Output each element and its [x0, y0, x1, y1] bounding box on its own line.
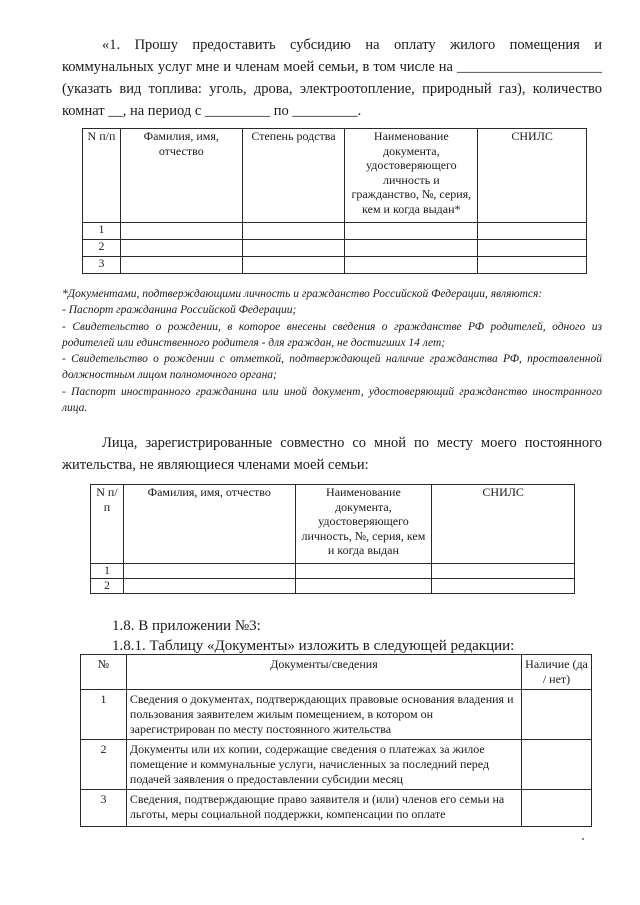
table-row [83, 257, 587, 274]
cell-relationship [242, 257, 345, 274]
cell-identity-document [295, 564, 432, 579]
documents-table [80, 654, 592, 827]
header-full-name: Фамилия, имя, отчество [123, 485, 295, 564]
cell-document-description: Документы или их копии, содержащие сведения о платежах за жилое помещение и коммунальные услуги, начисленных за последний перед подачей заявления о предоставлении субсидии месяц [126, 740, 521, 790]
header-number: N п/п [83, 129, 121, 223]
row-number: 1 [83, 223, 121, 240]
footnote-item: - Свидетельство о рождении, в которое внесены сведения о гражданстве РФ родителей, одного из родителей или единственного родителя - для граждан, не достигших 14 лет; [62, 320, 602, 349]
cell-presence [522, 790, 592, 827]
header-presence: Наличие (да / нет) [522, 655, 592, 690]
table-row [91, 579, 575, 594]
cohabitants-paragraph: Лица, зарегистрированные совместно со мной по месту моего постоянного жительства, не являющиеся членами моей семьи: [62, 435, 602, 473]
cell-document-description: Сведения, подтверждающие право заявителя и (или) членов его семьи на льготы, меры социальной поддержки, компенсации по оплате [126, 790, 521, 827]
cell-identity-document [345, 257, 478, 274]
cell-snils [432, 579, 575, 594]
cell-presence [522, 740, 592, 790]
section-1-8-heading: 1.8. В приложении №3: [112, 618, 261, 634]
table-row [81, 740, 592, 790]
cell-presence [522, 690, 592, 740]
header-identity-document: Наименование документа, удостоверяющего личность, №, серия, кем и когда выдан [295, 485, 432, 564]
row-number: 2 [91, 579, 124, 594]
scan-speck [582, 838, 584, 840]
cell-document-description: Сведения о документах, подтверждающих правовые основания владения и пользования заявителем жилым помещением, в котором он зарегистрирован по месту постоянного жительства [126, 690, 521, 740]
table-header-row [81, 655, 592, 690]
subsidy-request-paragraph: «1. Прошу предоставить субсидию на оплату жилого помещения и коммунальных услуг мне и членам моей семьи, в том числе на ____________________ (указать вид топлива: уголь, дрова, электроотопление, природный газ), количество комнат __, на период с _________ по _________. [62, 37, 602, 119]
footnote-item: - Паспорт иностранного гражданина или иной документ, удостоверяющий гражданство иностранного лица. [62, 385, 602, 415]
row-number: 3 [83, 257, 121, 274]
cell-identity-document [295, 579, 432, 594]
cohabitants-table [90, 484, 575, 594]
header-documents: Документы/сведения [126, 655, 521, 690]
footnote-intro: *Документами, подтверждающими личность и гражданство Российской Федерации, являются: [62, 288, 543, 300]
table-row [81, 690, 592, 740]
identity-documents-footnote [62, 286, 602, 416]
header-relationship: Степень родства [242, 129, 345, 223]
cell-full-name [120, 240, 242, 257]
cell-relationship [242, 240, 345, 257]
cell-relationship [242, 223, 345, 240]
cell-full-name [120, 257, 242, 274]
cell-snils [478, 240, 587, 257]
row-number: 1 [81, 690, 127, 740]
header-snils: СНИЛС [432, 485, 575, 564]
cell-full-name [123, 579, 295, 594]
table-header-row [91, 485, 575, 564]
footnote-item: - Свидетельство о рождении с отметкой, подтверждающей наличие гражданства РФ, проставленной должностным лицом полномочного органа; [62, 353, 602, 382]
row-number: 2 [81, 740, 127, 790]
row-number: 1 [91, 564, 124, 579]
table-header-row [83, 129, 587, 223]
cell-full-name [120, 223, 242, 240]
cell-snils [478, 257, 587, 274]
table-row [83, 223, 587, 240]
row-number: 3 [81, 790, 127, 827]
header-number: N п/п [91, 485, 124, 564]
header-snils: СНИЛС [478, 129, 587, 223]
cell-snils [432, 564, 575, 579]
section-1-8-1-heading: 1.8.1. Таблицу «Документы» изложить в следующей редакции: [112, 638, 515, 654]
header-full-name: Фамилия, имя, отчество [120, 129, 242, 223]
table-row [91, 564, 575, 579]
header-identity-document: Наименование документа, удостоверяющего личность и гражданство, №, серия, кем и когда выдан* [345, 129, 478, 223]
footnote-item: - Паспорт гражданина Российской Федерации; [62, 304, 297, 317]
family-members-table [82, 128, 587, 274]
row-number: 2 [83, 240, 121, 257]
cell-full-name [123, 564, 295, 579]
cell-identity-document [345, 240, 478, 257]
cell-identity-document [345, 223, 478, 240]
header-number: № [81, 655, 127, 690]
table-row [83, 240, 587, 257]
cell-snils [478, 223, 587, 240]
table-row [81, 790, 592, 827]
